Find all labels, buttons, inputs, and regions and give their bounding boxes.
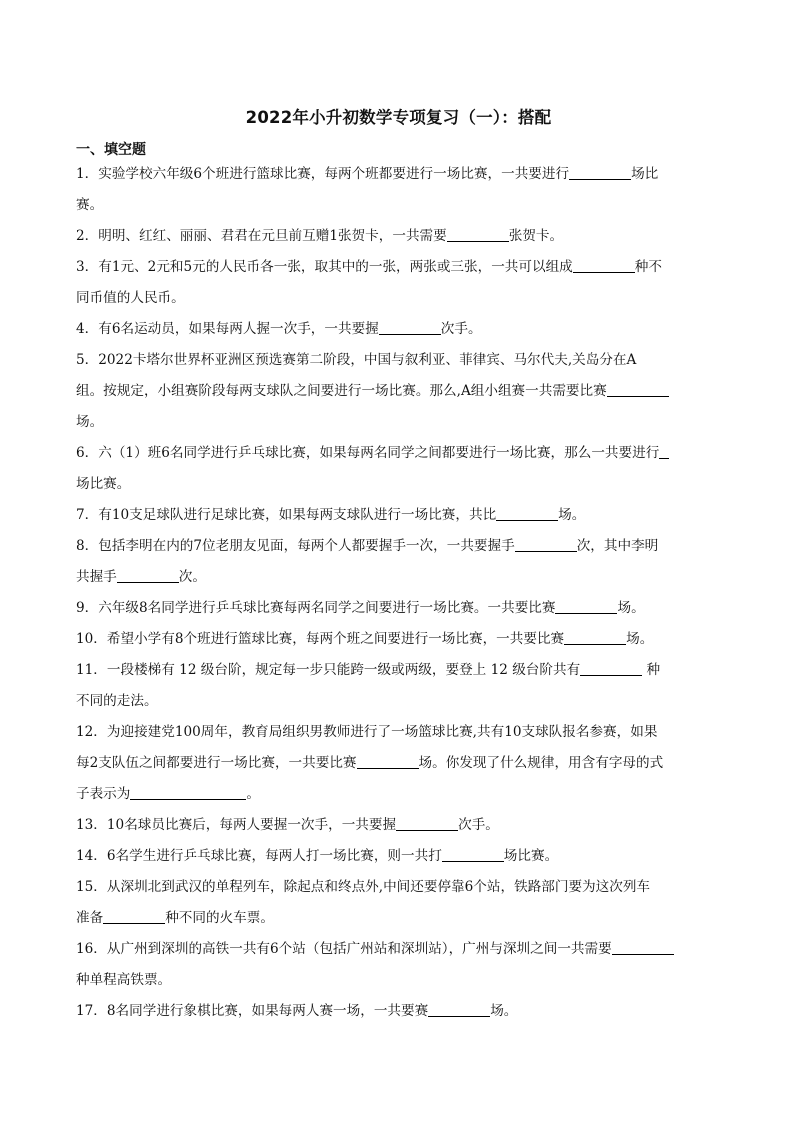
answer-blank[interactable] — [659, 444, 669, 459]
question-text: 次手。 — [440, 321, 482, 337]
question-text: 9．六年级8名同学进行乒乓球比赛每两名同学之间要进行一场比赛。一共要比赛 — [76, 600, 556, 616]
question-text: 种不同的火车票。 — [165, 910, 274, 926]
question-text: 种单程高铁票。 — [76, 972, 172, 988]
question-16 — [76, 934, 721, 996]
question-9 — [76, 593, 721, 624]
question-text: 场。 — [558, 507, 586, 523]
question-text: 15．从深圳北到武汉的单程列车，除起点和终点外,中间还要停靠6个站，铁路部门要为这次列车 — [76, 879, 651, 895]
answer-blank[interactable] — [496, 506, 558, 521]
question-text: 次手。 — [458, 817, 499, 833]
question-17 — [76, 996, 721, 1027]
answer-blank[interactable] — [117, 568, 179, 583]
question-14 — [76, 841, 721, 872]
question-text: 2．明明、红红、丽丽、君君在元旦前互赠1张贺卡，一共需要 — [76, 228, 447, 244]
answer-blank[interactable] — [130, 785, 246, 800]
question-text: 组。按规定，小组赛阶段每两支球队之间要进行一场比赛。那么,A组小组赛一共需要比赛 — [76, 383, 607, 399]
answer-blank[interactable] — [379, 320, 441, 335]
answer-blank[interactable] — [564, 630, 626, 645]
question-8 — [76, 531, 721, 593]
question-10 — [76, 624, 721, 655]
question-text: 准备 — [76, 910, 104, 926]
question-text: 场比赛。 — [503, 848, 559, 864]
question-5 — [76, 345, 721, 438]
question-2 — [76, 221, 721, 252]
question-text: 赛。 — [76, 197, 104, 213]
answer-blank[interactable] — [396, 816, 458, 831]
question-11 — [76, 655, 721, 717]
section-heading: 一、填空题 — [76, 142, 146, 158]
question-text: 1．实验学校六年级6个班进行篮球比赛，每两个班都要进行一场比赛，一共要进行 — [76, 166, 570, 182]
page-title: 2022年小升初数学专项复习（一）：搭配 — [245, 108, 552, 127]
answer-blank[interactable] — [447, 227, 509, 242]
answer-blank[interactable] — [607, 382, 669, 397]
question-text: 场比 — [631, 166, 659, 182]
question-text: 场。你发现了什么规律，用含有字母的式 — [418, 755, 664, 771]
question-text: 11．一段楼梯有 12 级台阶，规定每一步只能跨一级或两级，要登上 12 级台阶共有 — [76, 662, 581, 678]
answer-blank[interactable] — [555, 599, 617, 614]
question-6 — [76, 438, 721, 500]
question-text: 场。 — [626, 631, 654, 647]
question-text: 次。 — [178, 569, 206, 585]
question-text: 种 — [642, 662, 661, 678]
question-text: 共握手 — [76, 569, 117, 585]
question-text: 种不 — [634, 259, 662, 275]
question-text: 17．8名同学进行象棋比赛，如果每两人赛一场，一共要赛 — [76, 1003, 429, 1019]
answer-blank[interactable] — [103, 909, 165, 924]
answer-blank[interactable] — [569, 165, 631, 180]
answer-blank[interactable] — [515, 537, 577, 552]
question-13 — [76, 810, 721, 841]
question-15 — [76, 872, 721, 934]
answer-blank[interactable] — [357, 754, 419, 769]
answer-blank[interactable] — [573, 258, 635, 273]
question-text: 每2支队伍之间都要进行一场比赛，一共要比赛 — [76, 755, 357, 771]
question-text: 7．有10支足球队进行足球比赛，如果每两支球队进行一场比赛，共比 — [76, 507, 497, 523]
question-text: 张贺卡。 — [508, 228, 564, 244]
question-text: 4．有6名运动员，如果每两人握一次手，一共要握 — [76, 321, 379, 337]
question-text: 5．2022卡塔尔世界杯亚洲区预选赛第二阶段，中国与叙利亚、菲律宾、马尔代夫,关岛分在A — [76, 352, 637, 368]
question-1 — [76, 159, 721, 221]
question-text: 13．10名球员比赛后，每两人要握一次手，一共要握 — [76, 817, 397, 833]
answer-blank[interactable] — [580, 661, 642, 676]
question-4 — [76, 314, 721, 345]
question-text: 场比赛。 — [76, 476, 131, 492]
question-text: 场。 — [490, 1003, 518, 1019]
question-text: 场。 — [76, 414, 104, 430]
question-text: 6．六（1）班6名同学进行乒乓球比赛，如果每两名同学之间都要进行一场比赛，那么一共要进行 — [76, 445, 660, 461]
question-text: 同币值的人民币。 — [76, 290, 185, 306]
question-text: 16．从广州到深圳的高铁一共有6个站（包括广州站和深圳站），广州与深圳之间一共需要 — [76, 941, 612, 957]
question-text: 12．为迎接建党100周年，教育局组织男教师进行了一场篮球比赛,共有10支球队报名参赛，如果 — [76, 724, 658, 740]
question-text: 14．6名学生进行乒乓球比赛，每两人打一场比赛，则一共打 — [76, 848, 442, 864]
question-12 — [76, 717, 721, 810]
question-text: 8．包括李明在内的7位老朋友见面，每两个人都要握手一次，一共要握手 — [76, 538, 515, 554]
question-text: 10．希望小学有8个班进行篮球比赛，每两个班之间要进行一场比赛，一共要比赛 — [76, 631, 565, 647]
answer-blank[interactable] — [612, 940, 674, 955]
question-text: 子表示为 — [76, 786, 131, 802]
question-text: 不同的走法。 — [76, 693, 158, 709]
answer-blank[interactable] — [428, 1002, 490, 1017]
answer-blank[interactable] — [442, 847, 504, 862]
question-text: 3．有1元、2元和5元的人民币各一张，取其中的一张，两张或三张，一共可以组成 — [76, 259, 573, 275]
question-text: 次，其中李明 — [576, 538, 659, 554]
question-3 — [76, 252, 721, 314]
question-text: 场。 — [617, 600, 645, 616]
question-7 — [76, 500, 721, 531]
question-text: 。 — [246, 786, 260, 802]
